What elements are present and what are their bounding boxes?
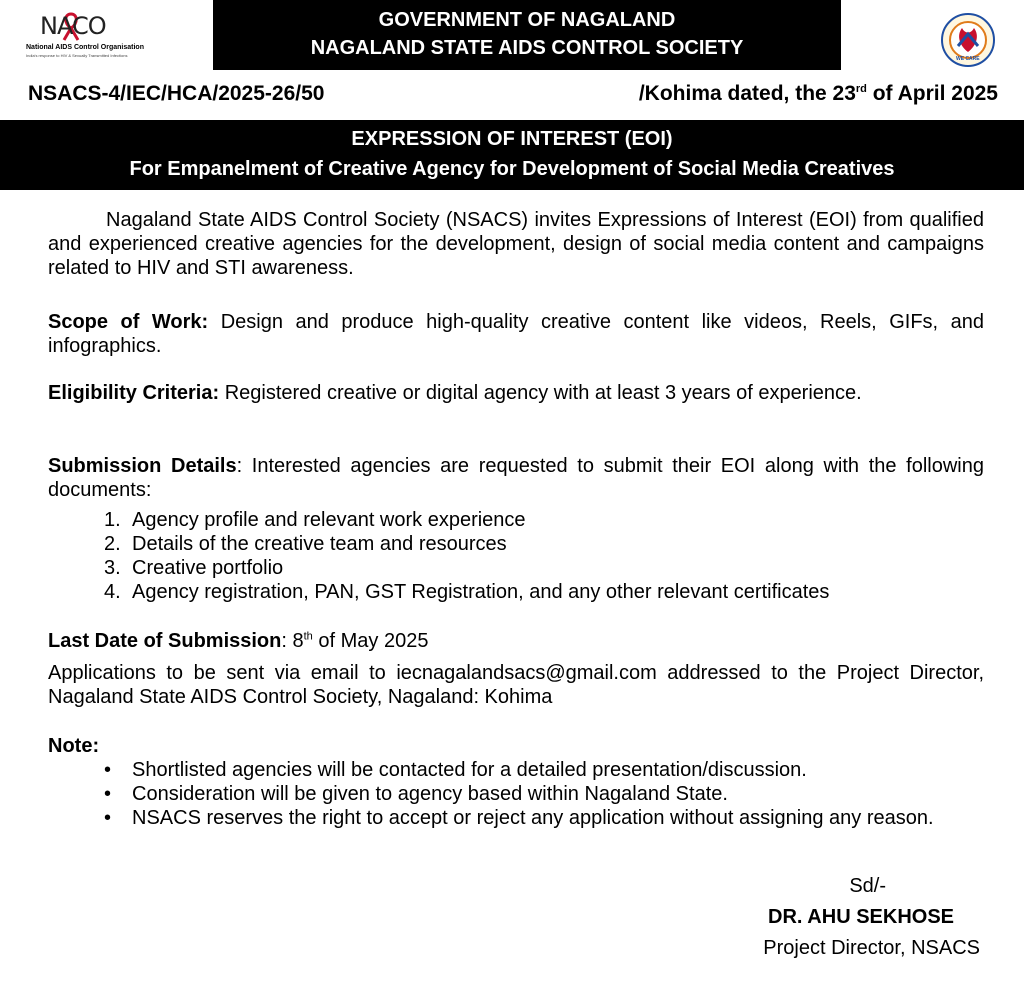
list-item: 4. Agency registration, PAN, GST Registration, and any other relevant certificates — [104, 581, 830, 603]
naco-logo-tagline: India's response to HIV & Sexually Transmitted Infections — [26, 53, 128, 58]
note-list — [104, 758, 974, 830]
submission-text: : Interested agencies are requested to submit their EOI along with the following documents: — [48, 455, 984, 501]
submission-label: Submission Details — [48, 455, 237, 477]
seal-motto: WE CARE — [956, 56, 980, 62]
list-item: 3. Creative portfolio — [104, 557, 284, 579]
intro-paragraph: Nagaland State AIDS Control Society (NSACS) invites Expressions of Interest (EOI) from qualified and experienced creative agencies for the development, design of social media content and campaigns related to HIV and STI awareness. — [48, 209, 984, 279]
applications-paragraph: Applications to be sent via email to iecnagalandsacs@gmail.com addressed to the Project Director, Nagaland State AIDS Control Society, Nagaland: Kohima — [48, 662, 984, 708]
signature-sd: Sd/- — [849, 875, 886, 897]
eoi-banner — [0, 120, 1024, 190]
nsacs-seal-logo — [940, 12, 996, 68]
scope-label: Scope of Work: — [48, 311, 209, 333]
documents-list — [104, 508, 829, 604]
reference-number: NSACS-4/IEC/HCA/2025-26/50 — [28, 82, 325, 105]
list-item: 2. Details of the creative team and resources — [104, 533, 507, 555]
submission-paragraph — [48, 454, 984, 502]
note-label: Note: — [48, 735, 100, 757]
list-item: 1. Agency profile and relevant work experience — [104, 509, 526, 531]
reference-date — [639, 82, 998, 106]
scope-text: Design and produce high-quality creative content like videos, Reels, GIFs, and infographics. — [48, 311, 984, 357]
naco-logo — [22, 10, 144, 68]
signatory-title: Project Director, NSACS — [763, 937, 980, 959]
government-line: GOVERNMENT OF NAGALAND — [378, 9, 676, 31]
date-suffix: of April 2025 — [866, 82, 998, 105]
last-date-line: Last Date of Submission: 8th of May 2025 — [48, 630, 429, 652]
date-prefix: /Kohima dated, the 23 — [638, 82, 856, 105]
eligibility-label: Eligibility Criteria: — [48, 382, 220, 404]
eoi-title: EXPRESSION OF INTEREST (EOI) — [351, 128, 673, 150]
naco-logo-word: NACO — [40, 12, 106, 40]
naco-logo-name: National AIDS Control Organisation — [26, 44, 144, 51]
header-banner — [213, 0, 841, 70]
society-line: NAGALAND STATE AIDS CONTROL SOCIETY — [310, 37, 744, 59]
date-superscript: rd — [855, 83, 867, 95]
eoi-subtitle: For Empanelment of Creative Agency for Development of Social Media Creatives — [129, 158, 895, 180]
list-item: • Shortlisted agencies will be contacted for a detailed presentation/discussion. — [104, 759, 807, 781]
eligibility-text: Registered creative or digital agency with at least 3 years of experience. — [219, 382, 862, 404]
signatory-name: DR. AHU SEKHOSE — [768, 906, 954, 928]
list-item: • Consideration will be given to agency based within Nagaland State. — [104, 783, 728, 805]
eligibility-paragraph — [48, 381, 984, 405]
scope-paragraph — [48, 310, 984, 358]
list-item: • NSACS reserves the right to accept or reject any application without assigning any reason. — [104, 807, 934, 829]
last-date-label: Last Date of Submission — [48, 630, 282, 652]
